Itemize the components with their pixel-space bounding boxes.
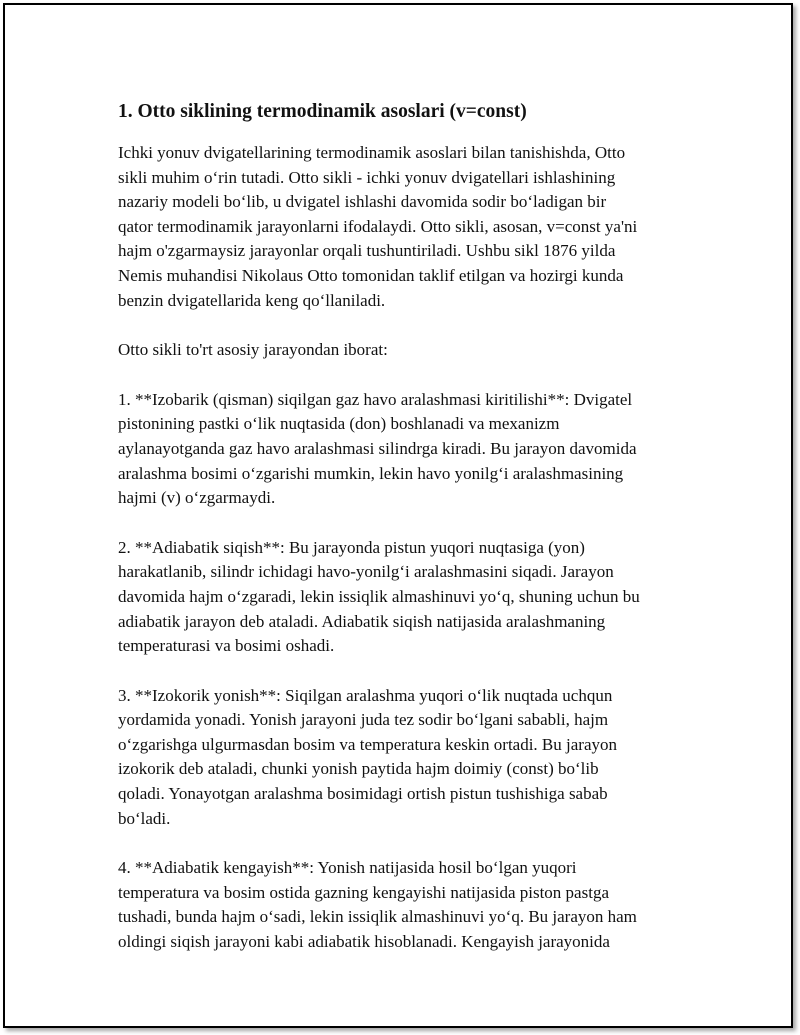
section-heading: 1. Otto siklining termodinamik asoslari (v=const) (118, 101, 527, 122)
text-line: 1. **Izobarik (qisman) siqilgan gaz havo aralashmasi kiritilishi**: Dvigatel (118, 389, 633, 409)
paragraph (118, 856, 693, 954)
text-line: benzin dvigatellarida keng qoʻllaniladi. (118, 290, 386, 310)
text-line: nazariy modeli boʻlib, u dvigatel ishlashi davomida sodir boʻladigan bir (118, 192, 607, 212)
text-line: 3. **Izokorik yonish**: Siqilgan aralashma yuqori oʻlik nuqtada uchqun (118, 685, 613, 705)
text-line: 2. **Adiabatik siqish**: Bu jarayonda pistun yuqori nuqtasiga (yon) (118, 537, 585, 557)
document-content (118, 98, 693, 980)
paragraph-list (118, 141, 693, 955)
text-line: temperaturasi va bosimi oshadi. (118, 636, 335, 656)
text-line: aylanayotganda gaz havo aralashmasi silindrga kiradi. Bu jarayon davomida (118, 438, 637, 458)
paragraph (118, 141, 693, 313)
text-line: oldingi siqish jarayoni kabi adiabatik hisoblanadi. Kengayish jarayonida (118, 932, 610, 952)
text-line: adiabatik jarayon deb ataladi. Adiabatik siqish natijasida aralashmaning (118, 611, 606, 631)
text-line: Otto sikli to'rt asosiy jarayondan iborat: (118, 340, 388, 360)
text-line: hajmi (v) oʻzgarmaydi. (118, 488, 276, 508)
text-line: pistonining pastki oʻlik nuqtasida (don) boshlanadi va mexanizm (118, 414, 560, 434)
text-line: Ichki yonuv dvigatellarining termodinamik asoslari bilan tanishishda, Otto (118, 143, 626, 162)
text-line: Nemis muhandisi Nikolaus Otto tomonidan taklif etilgan va hozirgi kunda (118, 265, 624, 285)
text-line: izokorik deb ataladi, chunki yonish paytida hajm doimiy (const) boʻlib (118, 759, 599, 779)
document-page (3, 3, 793, 1028)
text-line: qator termodinamik jarayonlarni ifodalaydi. Otto sikli, asosan, v=const ya'ni (118, 216, 638, 236)
text-line: qoladi. Yonayotgan aralashma bosimidagi ortish pistun tushishiga sabab (118, 784, 608, 804)
paragraph (118, 536, 693, 659)
text-line: davomida hajm oʻzgaradi, lekin issiqlik almashinuvi yoʻq, shuning uchun bu (118, 586, 640, 606)
paragraph (118, 684, 693, 832)
paragraph (118, 338, 693, 363)
text-line: sikli muhim oʻrin tutadi. Otto sikli - ichki yonuv dvigatellari ishlashining (118, 167, 616, 187)
text-line: oʻzgarishga ulgurmasdan bosim va temperatura keskin ortadi. Bu jarayon (118, 734, 617, 754)
paragraph (118, 388, 693, 511)
text-line: 4. **Adiabatik kengayish**: Yonish natijasida hosil boʻlgan yuqori (118, 858, 577, 878)
text-line: boʻladi. (118, 808, 171, 828)
text-line: aralashma bosimi oʻzgarishi mumkin, lekin havo yonilgʻi aralashmasining (118, 463, 624, 483)
text-line: hajm o'zgarmaysiz jarayonlar orqali tushuntiriladi. Ushbu sikl 1876 yilda (118, 241, 616, 261)
text-line: harakatlanib, silindr ichidagi havo-yonilgʻi aralashmasini siqadi. Jarayon (118, 562, 614, 582)
text-line: temperatura va bosim ostida gazning kengayishi natijasida piston pastga (118, 882, 609, 902)
text-line: yordamida yonadi. Yonish jarayoni juda tez sodir boʻlgani sababli, hajm (118, 710, 609, 730)
text-line: tushadi, bunda hajm oʻsadi, lekin issiqlik almashinuvi yoʻq. Bu jarayon ham (118, 907, 637, 927)
